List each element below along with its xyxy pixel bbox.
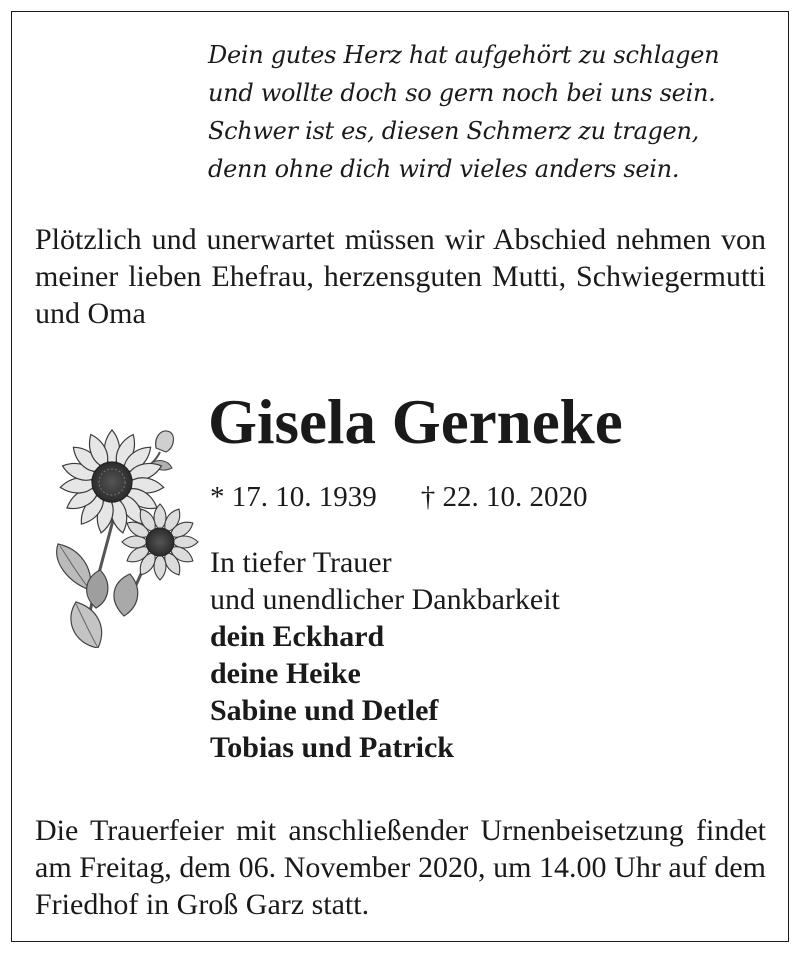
deceased-name: Gisela Gerneke — [208, 387, 623, 457]
funeral-service-text: Die Trauerfeier mit anschließender Urnenbeisetzung findet am Freitag, dem 06. November 2020, um 14.00 Uhr auf dem Friedhof in Groß Garz statt. — [35, 814, 766, 921]
family-member: Sabine und Detlef — [210, 694, 439, 727]
mourning-line: In tiefer Trauer — [210, 546, 392, 579]
family-member: deine Heike — [210, 657, 361, 690]
family-member: dein Eckhard — [210, 620, 385, 653]
memorial-poem — [208, 36, 768, 188]
death-date: † 22. 10. 2020 — [420, 481, 588, 513]
life-dates — [210, 479, 770, 515]
poem-line: Dein gutes Herz hat aufgehört zu schlagen — [208, 41, 720, 69]
birth-date: * 17. 10. 1939 — [210, 481, 377, 513]
mourning-line: und unendlicher Dankbarkeit — [210, 583, 560, 616]
sunflower-icon — [38, 412, 204, 648]
poem-line: denn ohne dich wird vieles anders sein. — [208, 155, 680, 183]
mourners-block — [210, 544, 770, 766]
poem-line: und wollte doch so gern noch bei uns sein. — [208, 79, 716, 107]
obituary-notice — [11, 11, 789, 942]
announcement-text: Plötzlich und unerwartet müssen wir Abschied nehmen von meiner lieben Ehefrau, herzensguten Mutti, Schwiegermutti und Oma — [35, 223, 766, 330]
family-member: Tobias und Patrick — [210, 731, 454, 764]
poem-line: Schwer ist es, diesen Schmerz zu tragen, — [208, 117, 699, 145]
